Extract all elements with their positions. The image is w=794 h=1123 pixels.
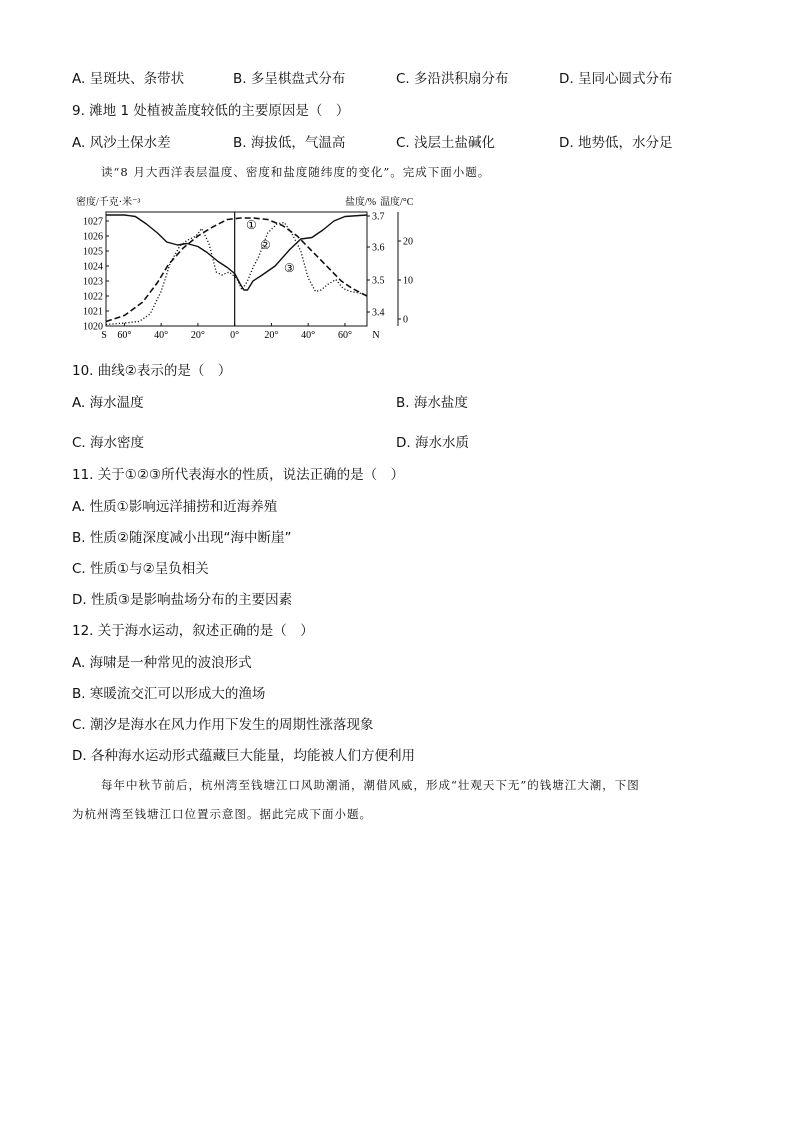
density-ticks (83, 217, 109, 333)
density-tick-label: 1022 (83, 291, 103, 303)
curve-label-3: ③ (284, 261, 295, 275)
density-tick-label: 1024 (83, 261, 103, 273)
q11-stem: 11. 关于①②③所代表海水的性质，说法正确的是（ ） (72, 467, 405, 483)
q10-stem: 10. 曲线②表示的是（ ） (72, 363, 232, 379)
density-axis-label: 密度/千克·米⁻³ (76, 197, 141, 208)
latitude-tick-label: S (101, 330, 107, 341)
salinity-tick-label: 3.6 (372, 242, 385, 254)
q11-option-b: B. 性质②随深度减小出现“海中断崖” (72, 530, 292, 546)
series-lines (106, 215, 367, 325)
map-intro-line-1: 每年中秋节前后，杭州湾至钱塘江口风助潮涌，潮借风威，形成“壮观天下无”的钱塘江大潮，下图 (101, 778, 640, 792)
plot-frame (106, 212, 367, 326)
density-tick-label: 1025 (83, 246, 103, 258)
q11-option-a: A. 性质①影响远洋捕捞和近海养殖 (72, 499, 278, 515)
latitude-tick-label: 60° (337, 330, 352, 341)
temperature-tick-label: 10 (403, 275, 413, 287)
q8-option-c: C. 多沿洪积扇分布 (396, 71, 509, 87)
q12-option-b: B. 寒暖流交汇可以形成大的渔场 (72, 686, 266, 702)
latitude-tick-label: 20° (190, 330, 205, 341)
q11-option-c: C. 性质①与②呈负相关 (72, 561, 209, 577)
density-tick-label: 1026 (83, 231, 103, 243)
q12-option-a: A. 海啸是一种常见的波浪形式 (72, 655, 252, 671)
latitude-tick-label: 0° (230, 330, 240, 341)
salinity-axis-label: 盐度/% (345, 197, 377, 208)
q9-option-a: A. 风沙土保水差 (72, 135, 171, 151)
q10-option-a: A. 海水温度 (72, 395, 144, 411)
salinity-ticks (367, 212, 385, 319)
density-tick-label: 1027 (83, 216, 103, 228)
temperature-ticks (398, 212, 413, 326)
temperature-tick-label: 0 (403, 314, 408, 326)
series-line-solid (106, 215, 367, 290)
q12-option-c: C. 潮汐是海水在风力作用下发生的周期性涨落现象 (72, 717, 374, 733)
q9-stem: 9. 滩地 1 处植被盖度较低的主要原因是（ ） (72, 103, 350, 119)
temperature-axis-label: 温度/°C (380, 197, 414, 208)
chart-intro: 读“8 月大西洋表层温度、密度和盐度随纬度的变化”。完成下面小题。 (101, 165, 491, 179)
map-intro-line-2: 为杭州湾至钱塘江口位置示意图。据此完成下面小题。 (72, 807, 372, 821)
temperature-tick-label: 20 (403, 236, 413, 248)
salinity-tick-label: 3.7 (372, 211, 385, 223)
q10-option-b: B. 海水盐度 (396, 395, 468, 411)
q8-option-b: B. 多呈棋盘式分布 (233, 71, 346, 87)
q10-option-d: D. 海水水质 (396, 435, 469, 451)
q10-option-c: C. 海水密度 (72, 435, 145, 451)
salinity-tick-label: 3.5 (372, 275, 385, 287)
curve-label-1: ① (246, 218, 257, 232)
q8-option-a: A. 呈斑块、条带状 (72, 71, 185, 87)
curve-label-2: ② (260, 238, 271, 252)
q9-option-b: B. 海拔低，气温高 (233, 135, 346, 151)
latitude-tick-label: 20° (264, 330, 279, 341)
latitude-tick-label: 40° (154, 330, 169, 341)
q9-option-d: D. 地势低，水分足 (559, 135, 673, 151)
density-tick-label: 1023 (83, 276, 103, 288)
density-tick-label: 1021 (83, 306, 103, 318)
q12-option-d: D. 各种海水运动形式蕴藏巨大能量，均能被人们方便利用 (72, 748, 415, 764)
series-line-dotted (106, 223, 367, 325)
series-line-dashed (106, 218, 367, 322)
q8-option-d: D. 呈同心圆式分布 (559, 71, 673, 87)
q12-stem: 12. 关于海水运动，叙述正确的是（ ） (72, 623, 314, 639)
latitude-tick-label: 40° (301, 330, 316, 341)
latitude-tick-label: 60° (117, 330, 132, 341)
ocean-properties-chart (70, 192, 440, 344)
q11-option-d: D. 性质③是影响盐场分布的主要因素 (72, 592, 293, 608)
q9-option-c: C. 浅层土盐碱化 (396, 135, 496, 151)
salinity-tick-label: 3.4 (372, 307, 385, 319)
latitude-tick-label: N (372, 330, 380, 341)
density-tick-label: 1020 (83, 321, 103, 333)
